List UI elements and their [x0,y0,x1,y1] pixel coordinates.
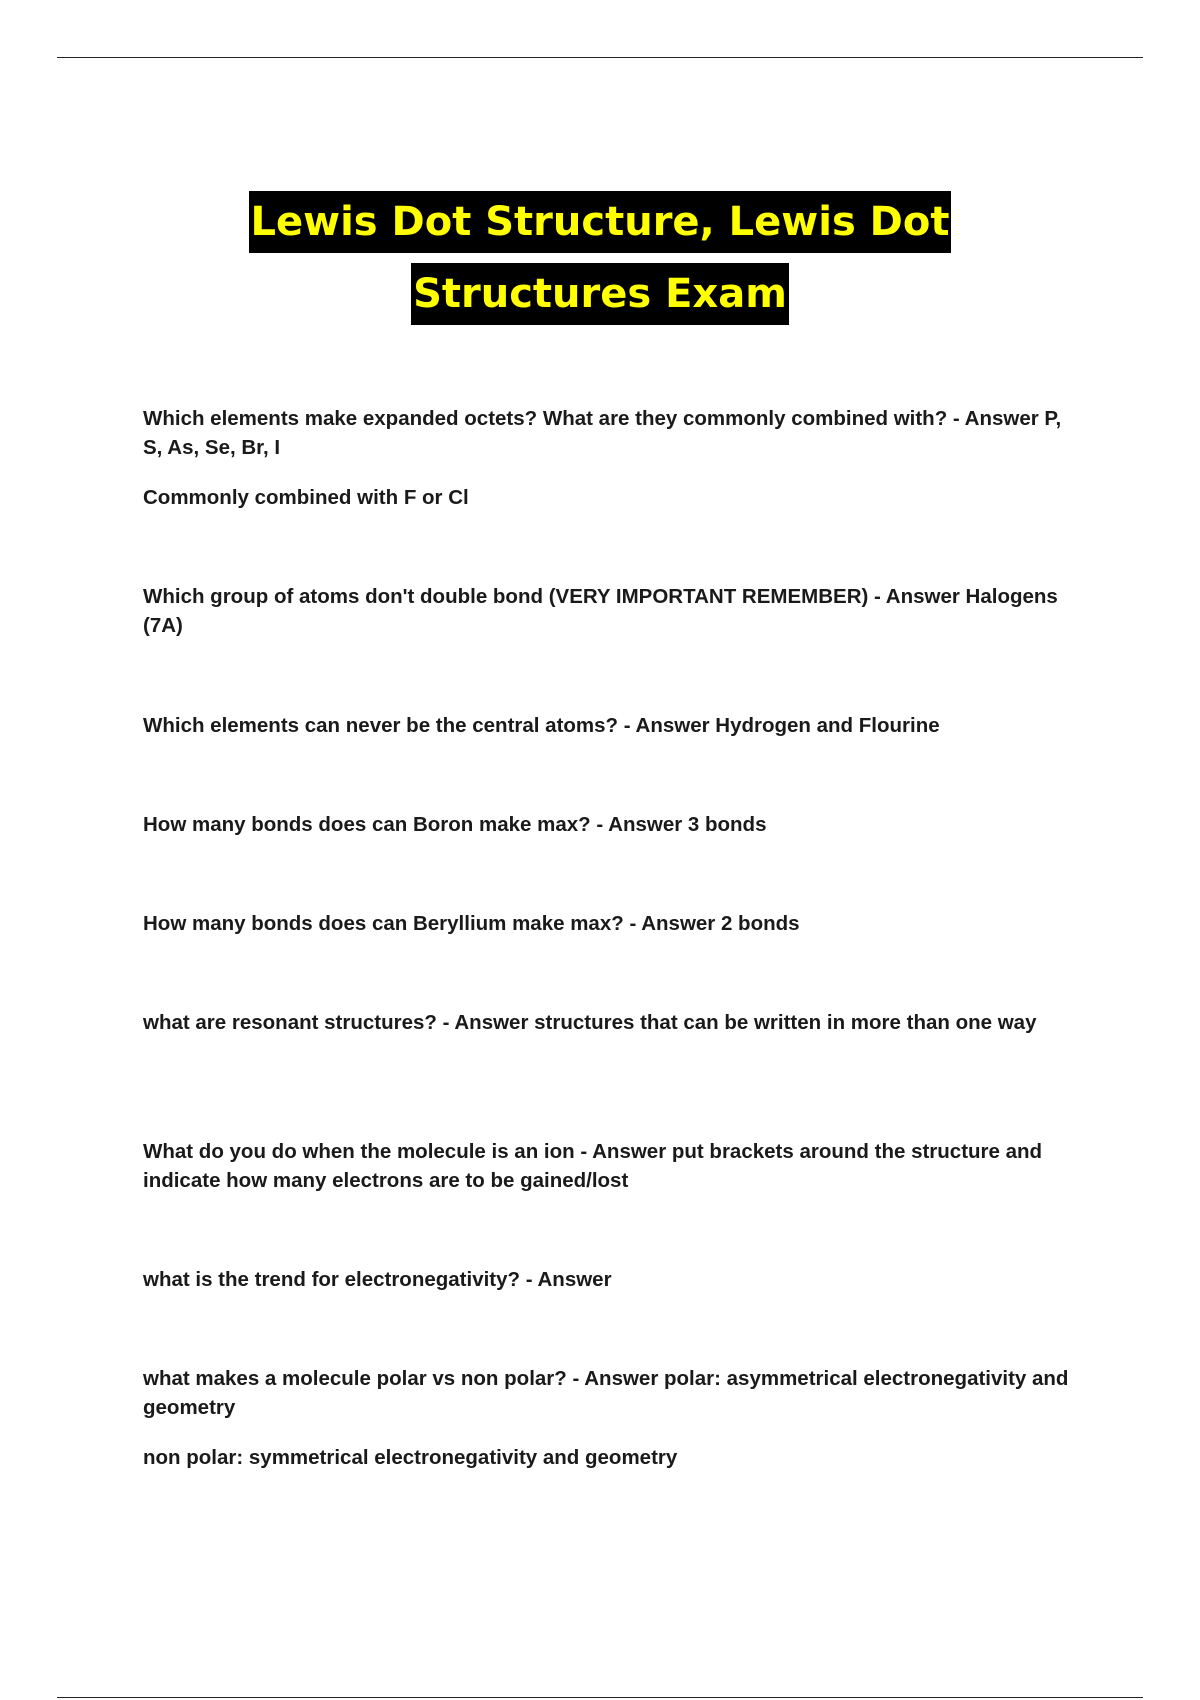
title-line-2: Structures Exam [411,263,789,325]
qa-text: what are resonant structures? - Answer structures that can be written in more than one way [143,1011,1037,1034]
qa-text: Which group of atoms don't double bond (VERY IMPORTANT REMEMBER) - Answer Halogens (7A) [143,585,1058,637]
bottom-rule [57,1697,1143,1698]
qa-item-beryllium-bonds [143,909,1083,938]
qa-item-polarity [143,1364,1083,1472]
qa-item-electronegativity [143,1265,1083,1294]
qa-text: what is the trend for electronegativity? - Answer [143,1268,612,1291]
qa-item-expanded-octets [143,404,1083,512]
qa-item-central-atoms [143,711,1083,740]
qa-item-resonant-structures [143,1008,1083,1037]
qa-item-double-bond [143,582,1083,640]
top-rule [57,57,1143,58]
qa-text: What do you do when the molecule is an ion - Answer put brackets around the structure and indicate how many electrons are to be gained/lost [143,1140,1043,1192]
qa-text: How many bonds does can Boron make max? - Answer 3 bonds [143,813,767,836]
qa-subtext: Commonly combined with F or Cl [143,486,469,509]
qa-text: Which elements make expanded octets? What are they commonly combined with? - Answer P, S, As, Se, Br, I [143,407,1062,459]
document-title [0,191,1200,325]
qa-text: How many bonds does can Beryllium make max? - Answer 2 bonds [143,912,800,935]
qa-text: what makes a molecule polar vs non polar? - Answer polar: asymmetrical electronegativity and geometry [143,1367,1069,1419]
qa-item-ion [143,1137,1083,1195]
qa-item-boron-bonds [143,810,1083,839]
qa-subtext: non polar: symmetrical electronegativity and geometry [143,1446,678,1469]
title-line-1: Lewis Dot Structure, Lewis Dot [249,191,952,253]
qa-text: Which elements can never be the central atoms? - Answer Hydrogen and Flourine [143,714,940,737]
